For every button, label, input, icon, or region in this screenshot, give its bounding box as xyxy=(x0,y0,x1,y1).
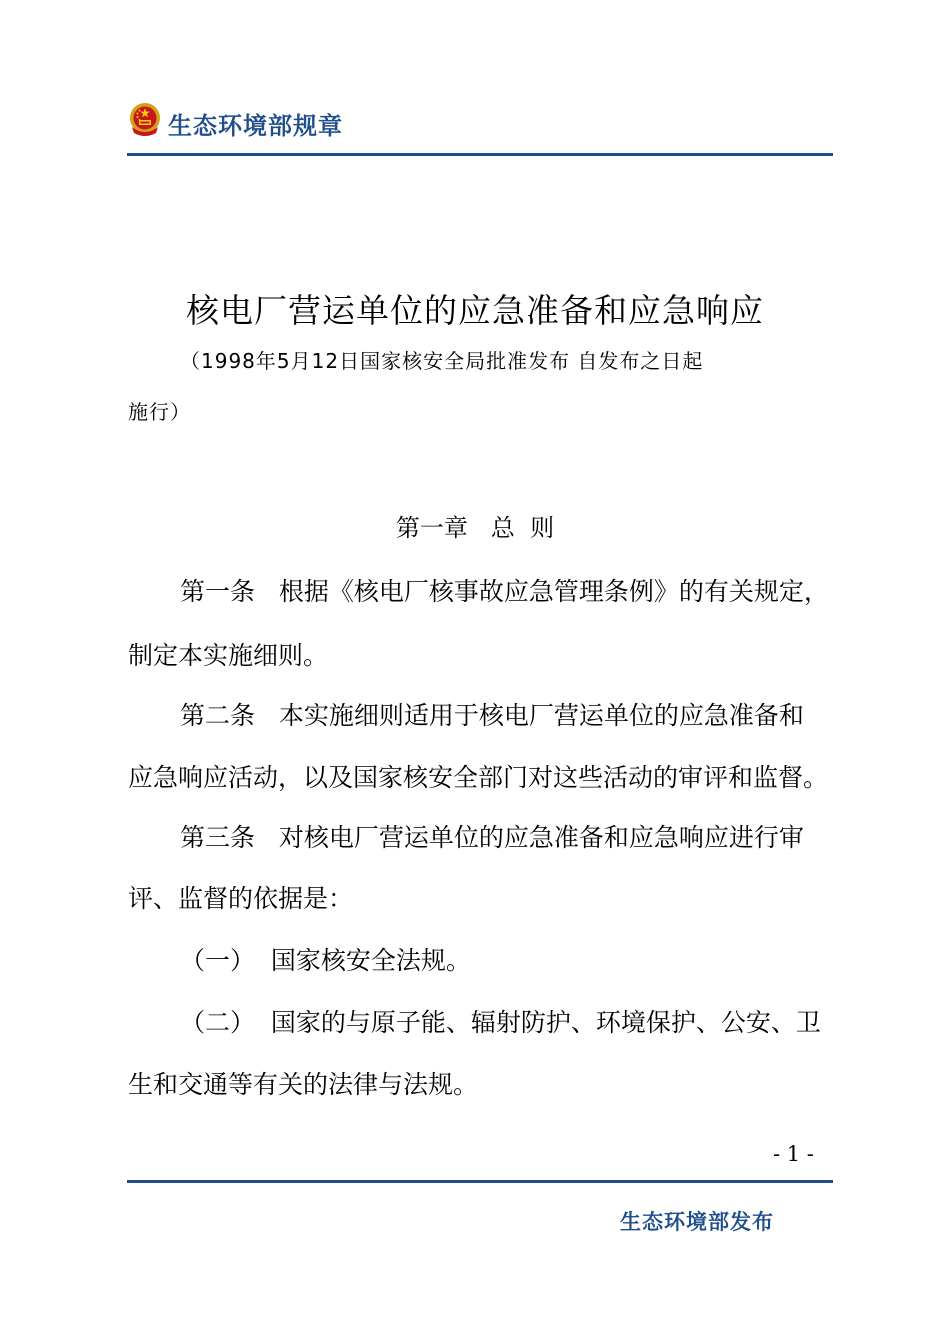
body-line: 制定本实施细则。 xyxy=(128,641,329,670)
national-emblem-icon xyxy=(128,101,162,137)
document-subtitle-line1: （1998年5月12日国家核安全局批准发布 自发布之日起 xyxy=(180,349,704,373)
body-line: （二） 国家的与原子能、辐射防护、环境保护、公安、卫 xyxy=(180,1008,821,1037)
body-line: 第三条 对核电厂营运单位的应急准备和应急响应进行审 xyxy=(180,823,804,852)
page-number: - 1 - xyxy=(773,1142,814,1166)
footer-divider xyxy=(127,1180,833,1183)
header-divider xyxy=(127,153,833,156)
header-title: 生态环境部规章 xyxy=(168,112,343,140)
body-line: 生和交通等有关的法律与法规。 xyxy=(128,1070,479,1099)
document-subtitle-line2: 施行） xyxy=(128,400,191,424)
body-line: 第二条 本实施细则适用于核电厂营运单位的应急准备和 xyxy=(180,701,804,730)
body-line: 第一条 根据《核电厂核事故应急管理条例》的有关规定， xyxy=(180,577,829,606)
document-title: 核电厂营运单位的应急准备和应急响应 xyxy=(186,291,764,330)
body-line: 应急响应活动，以及国家核安全部门对这些活动的审评和监督。 xyxy=(128,763,829,792)
chapter-heading: 第一章 总 则 xyxy=(395,514,555,542)
body-line: （一） 国家核安全法规。 xyxy=(180,946,471,975)
footer-publisher: 生态环境部发布 xyxy=(620,1210,774,1234)
body-line: 评、监督的依据是： xyxy=(128,884,354,913)
